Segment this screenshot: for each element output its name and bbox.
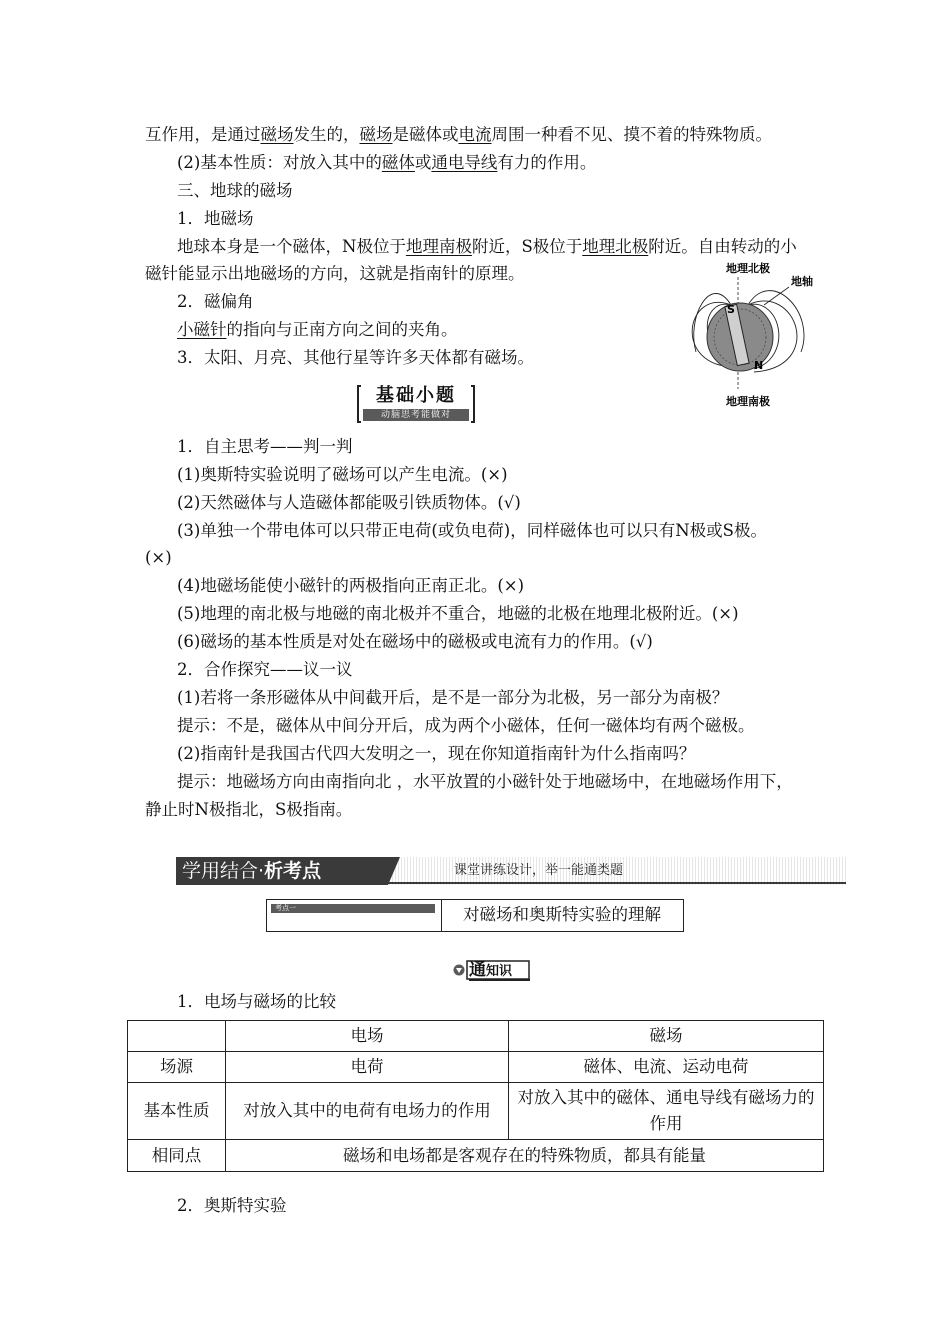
explore-question: (1)若将一条形磁体从中间截开后，是不是一部分为北极，另一部分为南极？ xyxy=(177,688,729,707)
banner-subtitle: 课堂讲练设计，举一能通类题 xyxy=(454,863,624,878)
table-cell: 电荷 xyxy=(226,1052,509,1083)
label-earth-axis: 地轴 xyxy=(791,275,813,288)
banner-title-a: 学用结合 xyxy=(182,860,259,882)
table-row-label: 场源 xyxy=(128,1052,226,1083)
table-header-cell xyxy=(128,1021,226,1052)
table-row xyxy=(128,1140,824,1172)
table-row-label: 相同点 xyxy=(128,1140,226,1172)
tong-rest: 知识 xyxy=(486,964,513,979)
explore-answer: 提示：地磁场方向由南指向北 ，水平放置的小磁针处于地磁场中，在地磁场作用下， xyxy=(177,772,793,791)
celestial-bodies-line: 3．太阳、月亮、其他行星等许多天体都有磁场。 xyxy=(177,348,534,367)
table-row xyxy=(128,1052,824,1083)
label-geographic-south: 地理南极 xyxy=(726,395,770,408)
table-cell: 对放入其中的磁体、通电导线有磁场力的作用 xyxy=(509,1083,824,1140)
quiz-item: (×) xyxy=(145,548,172,567)
basics-badge xyxy=(357,384,475,424)
earth-magnetic-field-figure xyxy=(676,257,836,412)
table-header-cell: 电场 xyxy=(226,1021,509,1052)
geomagnetic-paragraph: 地球本身是一个磁体，N极位于地理南极附近，S极位于地理北极附近。自由转动的小 xyxy=(177,237,797,256)
explore-question: (2)指南针是我国古代四大发明之一，现在你知道指南针为什么指南吗？ xyxy=(177,744,696,763)
banner-title-b: 析考点 xyxy=(264,860,322,882)
quiz-item: (6)磁场的基本性质是对处在磁场中的磁极或电流有力的作用。(√) xyxy=(177,632,653,651)
table-cell: 对放入其中的电荷有电场力的作用 xyxy=(226,1083,509,1140)
section-banner xyxy=(176,857,846,885)
field-comparison-table xyxy=(127,1020,824,1172)
quiz-item: (4)地磁场能使小磁针的两极指向正南正北。(×) xyxy=(177,576,525,595)
basics-badge-subtitle: 动脑思考能做对 xyxy=(380,410,451,420)
table-row xyxy=(128,1021,824,1052)
kaodian-tag: 考点一 xyxy=(275,904,296,912)
geomagnetic-subheading: 1．地磁场 xyxy=(177,209,254,228)
quiz-item: (1)奥斯特实验说明了磁场可以产生电流。(×) xyxy=(177,465,508,484)
label-geographic-north: 地理北极 xyxy=(726,262,770,275)
table-cell: 磁体、电流、运动电荷 xyxy=(509,1052,824,1083)
quiz-title: 1．自主思考——判一判 xyxy=(177,437,353,456)
explore-answer: 提示：不是，磁体从中间分开后，成为两个小磁体，任何一磁体均有两个磁极。 xyxy=(177,716,755,735)
magnetic-field-intro-line: 互作用，是通过磁场发生的，磁场是磁体或电流周围一种看不见、摸不着的特殊物质。 xyxy=(145,125,772,144)
quiz-item: (5)地理的南北极与地磁的南北极并不重合，地磁的北极在地理北极附近。(×) xyxy=(177,604,739,623)
table-cell: 磁场和电场都是客观存在的特殊物质，都具有能量 xyxy=(226,1140,824,1172)
oersted-title: 2．奥斯特实验 xyxy=(177,1196,287,1215)
basics-badge-title: 基础小题 xyxy=(376,385,456,406)
pole-s-label: S xyxy=(727,303,735,316)
tong-bold: 通 xyxy=(469,960,486,980)
tong-zhishi-badge xyxy=(452,959,531,981)
table-header-cell: 磁场 xyxy=(509,1021,824,1052)
kaodian-box xyxy=(266,899,684,932)
pole-n-label: N xyxy=(754,359,764,372)
geomagnetic-paragraph-cont: 磁针能显示出地磁场的方向，这就是指南针的原理。 xyxy=(145,264,525,283)
table-row-label: 基本性质 xyxy=(128,1083,226,1140)
declination-subheading: 2．磁偏角 xyxy=(177,292,254,311)
kaodian-title: 对磁场和奥斯特实验的理解 xyxy=(463,905,661,924)
quiz-item: (3)单独一个带电体可以只带正电荷(或负电荷)，同样磁体也可以只有N极或S极。 xyxy=(177,521,767,540)
banner-dot: · xyxy=(258,860,265,882)
earth-field-heading: 三、地球的磁场 xyxy=(177,181,293,200)
explore-answer-cont: 静止时N极指北，S极指南。 xyxy=(145,800,353,819)
explore-title: 2．合作探究——议一议 xyxy=(177,660,353,679)
basic-property-line: (2)基本性质：对放入其中的磁体或通电导线有力的作用。 xyxy=(177,153,597,172)
table-row xyxy=(128,1083,824,1140)
declination-paragraph: 小磁针的指向与正南方向之间的夹角。 xyxy=(177,320,458,339)
compare-title: 1．电场与磁场的比较 xyxy=(177,992,336,1011)
quiz-item: (2)天然磁体与人造磁体都能吸引铁质物体。(√) xyxy=(177,493,521,512)
